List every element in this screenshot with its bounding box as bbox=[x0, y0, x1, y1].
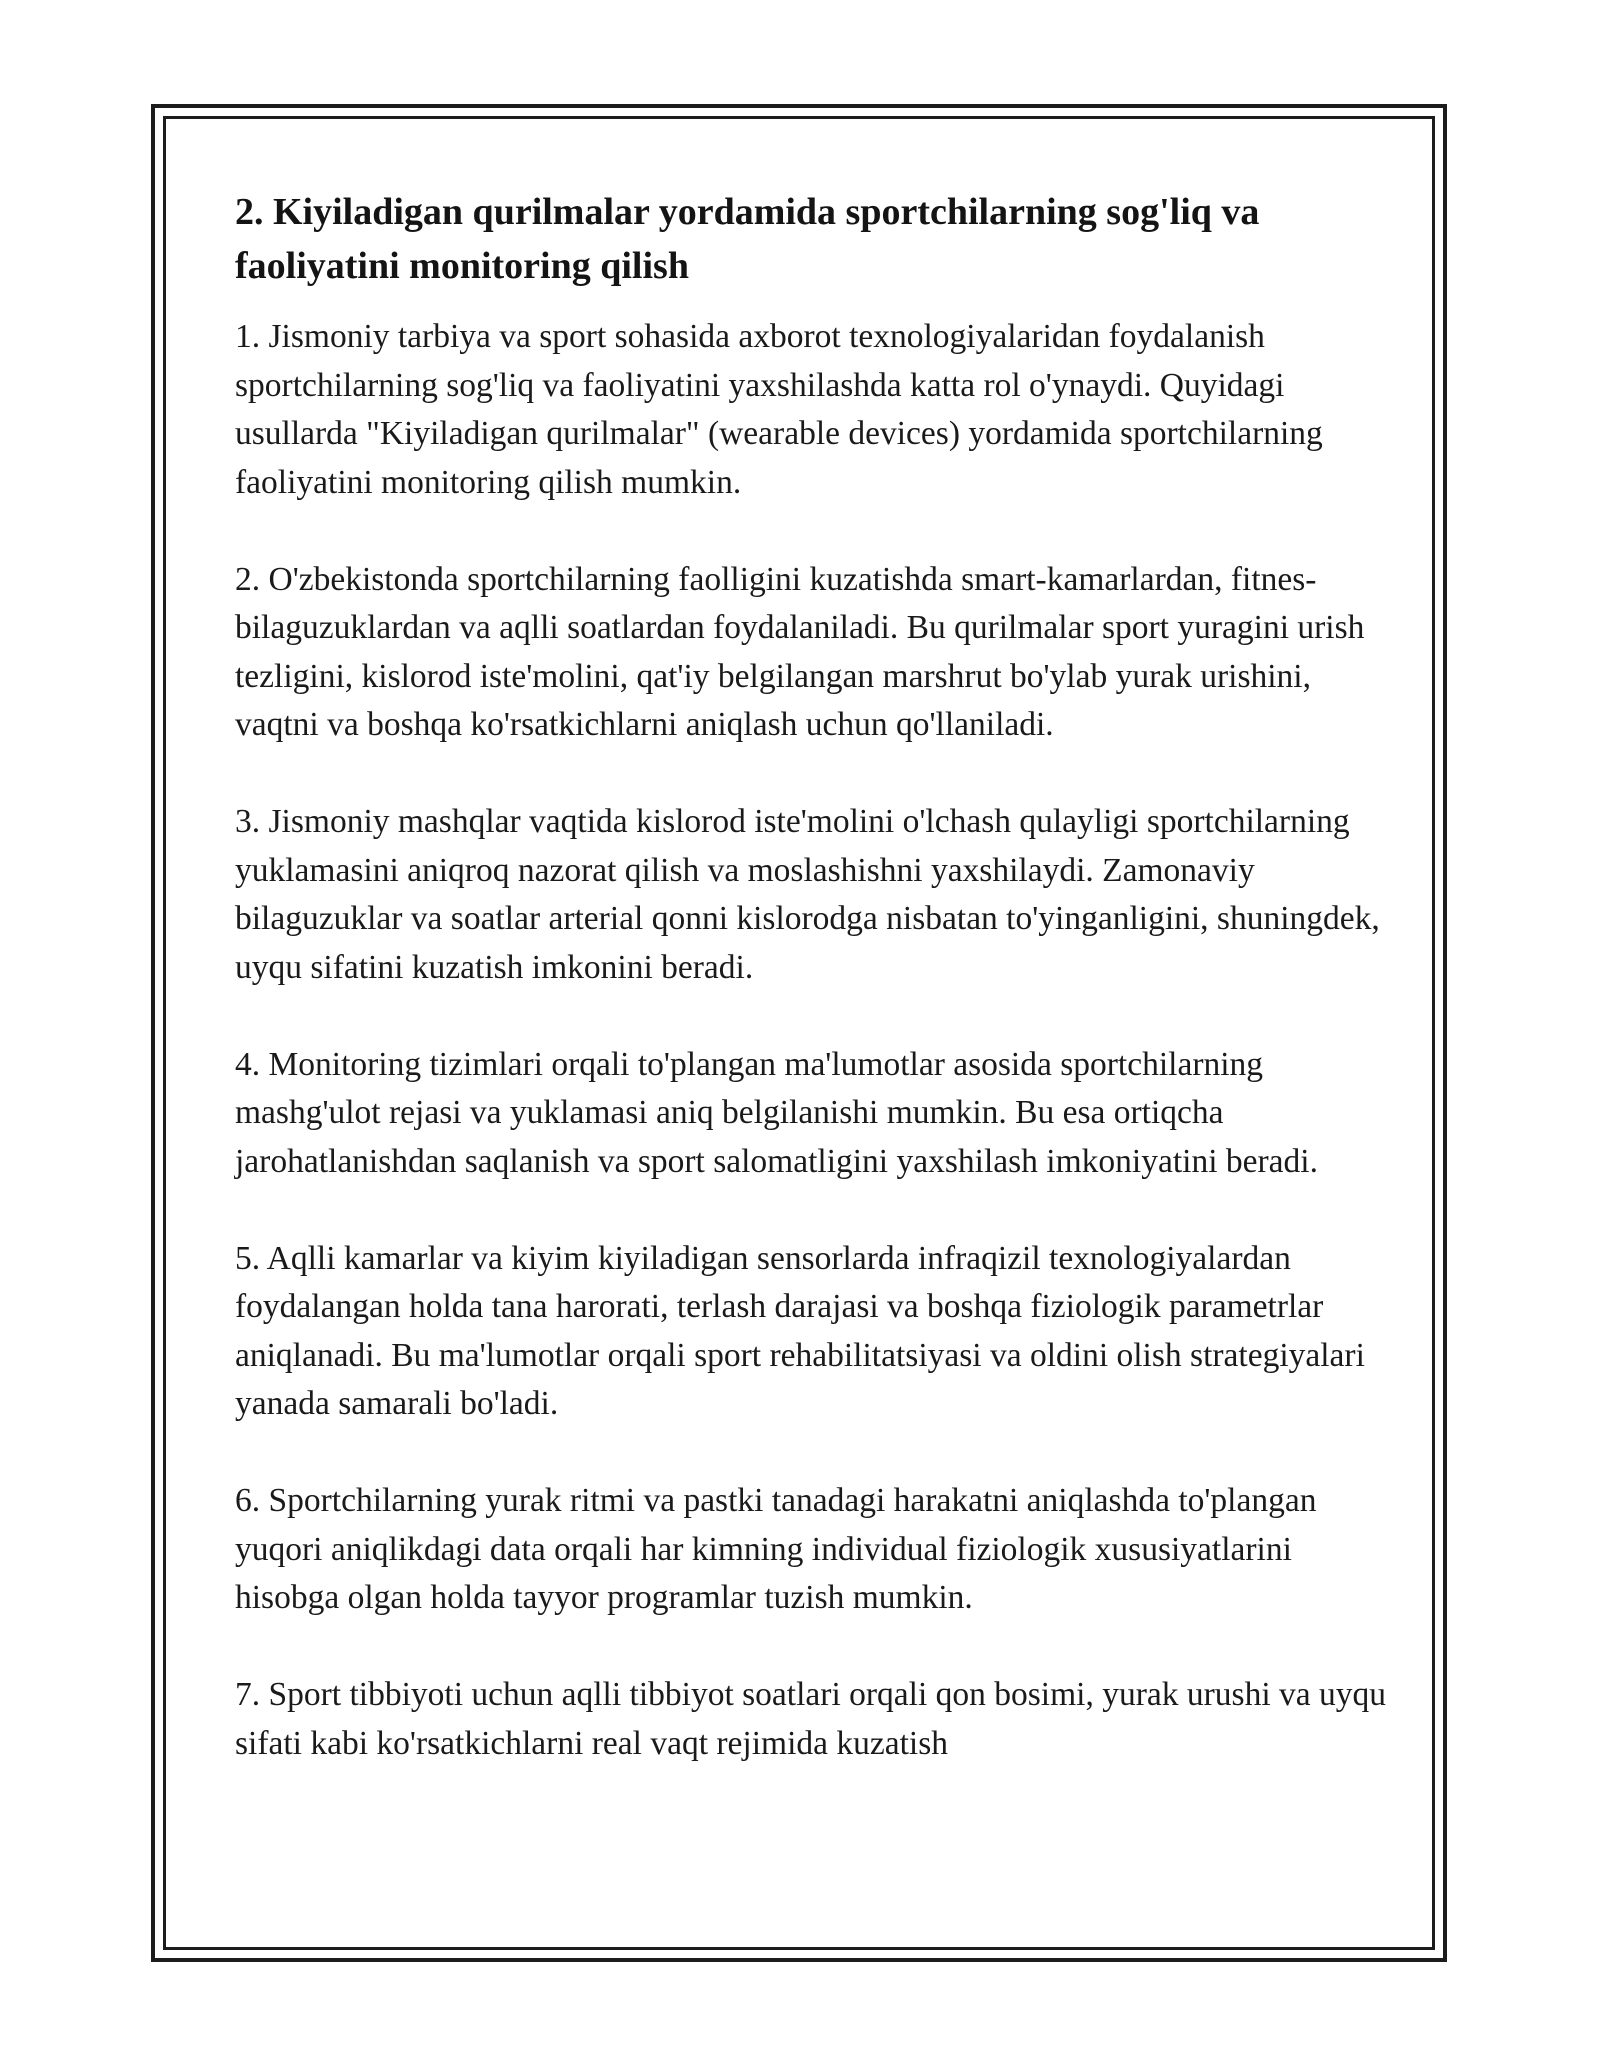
section-heading: 2. Kiyiladigan qurilmalar yordamida sportchilarning sog'liq va faoliyatini monitoring qilish bbox=[235, 191, 1260, 287]
paragraph-2: 2. O'zbekistonda sportchilarning faolligini kuzatishda smart-kamarlardan, fitnes-bilaguzuklardan va aqlli soatlardan foydalaniladi. Bu qurilmalar sport yuragini urish tezligini, kislorod iste'molini, qat'iy belgilangan marshrut bo'ylab yurak urishini, vaqtni va boshqa ko'rsatkichlarni aniqlash uchun qo'llaniladi. bbox=[235, 560, 1365, 743]
paragraph-7: 7. Sport tibbiyoti uchun aqlli tibbiyot soatlari orqali qon bosimi, yurak urushi va uyqu sifati kabi ko'rsatkichlarni real vaqt rejimida kuzatish bbox=[235, 1676, 1386, 1762]
document-body bbox=[235, 185, 1390, 1768]
paragraph-1: 1. Jismoniy tarbiya va sport sohasida axborot texnologiyalaridan foydalanish sportchilarning sog'liq va faoliyatini yaxshilashda katta rol o'ynaydi. Quyidagi usullarda "Kiyiladigan qurilmalar" (wearable devices) yordamida sportchilarning faoliyatini monitoring qilish mumkin. bbox=[235, 318, 1323, 501]
paragraph-4: 4. Monitoring tizimlari orqali to'plangan ma'lumotlar asosida sportchilarning mashg'ulot rejasi va yuklamasi aniq belgilanishi mumkin. Bu esa ortiqcha jarohatlanishdan saqlanish va sport salomatligini yaxshilash imkoniyatini beradi. bbox=[235, 1045, 1318, 1180]
paragraph-5: 5. Aqlli kamarlar va kiyim kiyiladigan sensorlarda infraqizil texnologiyalardan foydalangan holda tana harorati, terlash darajasi va boshqa fiziologik parametrlar aniqlanadi. Bu ma'lumotlar orqali sport rehabilitatsiyasi va oldini olish strategiyalari yanada samarali bo'ladi. bbox=[235, 1239, 1365, 1422]
paragraph-3: 3. Jismoniy mashqlar vaqtida kislorod iste'molini o'lchash qulayligi sportchilarning yuklamasini aniqroq nazorat qilish va moslashishni yaxshilaydi. Zamonaviy bilaguzuklar va soatlar arterial qonni kislorodga nisbatan to'yinganligini, shuningdek, uyqu sifatini kuzatish imkonini beradi. bbox=[235, 803, 1380, 986]
paragraph-6: 6. Sportchilarning yurak ritmi va pastki tanadagi harakatni aniqlashda to'plangan yuqori aniqlikdagi data orqali har kimning individual fiziologik xususiyatlarini hisobga olgan holda tayyor programlar tuzish mumkin. bbox=[235, 1482, 1317, 1616]
